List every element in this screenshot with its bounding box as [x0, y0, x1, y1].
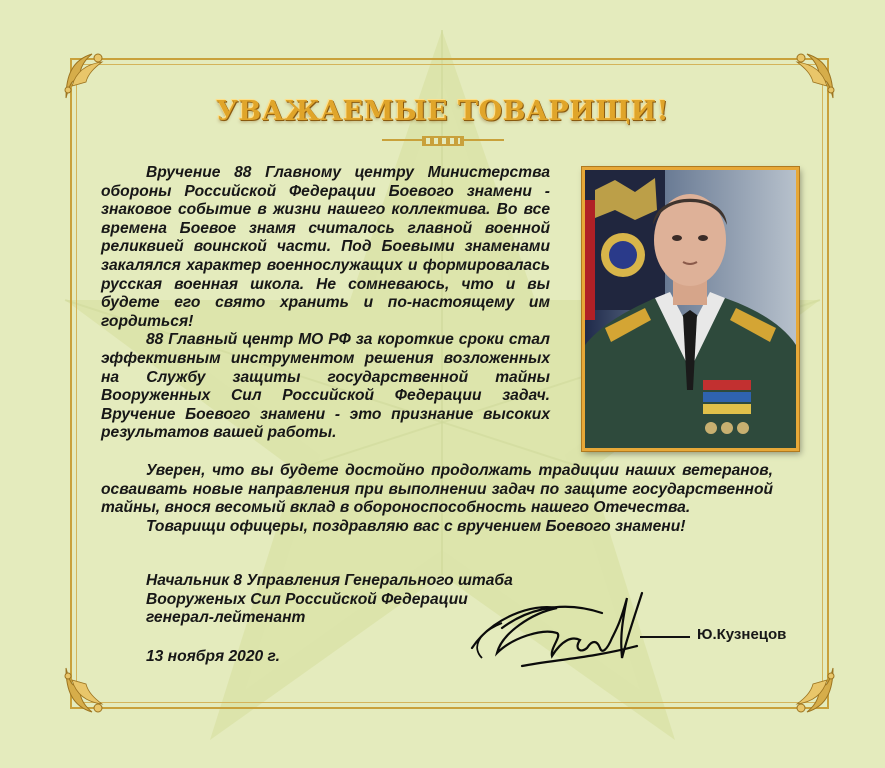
- signer-position-line: Начальник 8 Управления Генерального штаба: [146, 572, 513, 589]
- signer-position-line: Вооруженых Сил Российской Федерации: [146, 590, 468, 608]
- title-underline-ornament: [382, 134, 504, 148]
- letter-date: 13 ноября 2020 г.: [146, 648, 280, 665]
- signer-rank: генерал-лейтенант: [146, 609, 306, 627]
- signer-name: Ю.Кузнецов: [697, 626, 787, 643]
- letter-body-left: [101, 164, 550, 443]
- handwritten-signature: [462, 578, 692, 678]
- letter-body-wide: [101, 462, 773, 536]
- portrait-photo: [582, 167, 799, 451]
- corner-ornament-icon: [781, 660, 841, 720]
- corner-ornament-icon: [58, 660, 118, 720]
- signature-title-block: [146, 572, 513, 628]
- signature-line: [640, 636, 690, 638]
- paragraph: Вручение 88 Главному центру Министерства обороны Российской Федерации Боевого знамени - знаковое событие в жизни нашего коллектива. Во все времена Боевое знамя считалось главной военной реликвией воинской части. Под Боевыми знаменами закалялся характер военнослужащих и формировалась русская военная школа. Не сомневаюсь, что и вы будете его свято хранить и по-настоящему им гордиться!: [101, 164, 550, 330]
- paragraph: Товарищи офицеры, поздравляю вас с вручением Боевого знамени!: [146, 517, 686, 535]
- paragraph: Уверен, что вы будете достойно продолжать традиции наших ветеранов, осваивать новые направления при выполнении задач по защите государственной тайны, внося весомый вклад в обороноспособность нашего Отечества.: [101, 462, 773, 517]
- paragraph: 88 Главный центр МО РФ за короткие сроки стал эффективным инструментом решения возложенных на Службу защиты государственной тайны Вооруженных Сил Российской Федерации задач. Вручение Боевого знамени - это признание высоких результатов вашей работы.: [101, 331, 550, 442]
- page-title: УВАЖАЕМЫЕ ТОВАРИЩИ!: [215, 96, 670, 127]
